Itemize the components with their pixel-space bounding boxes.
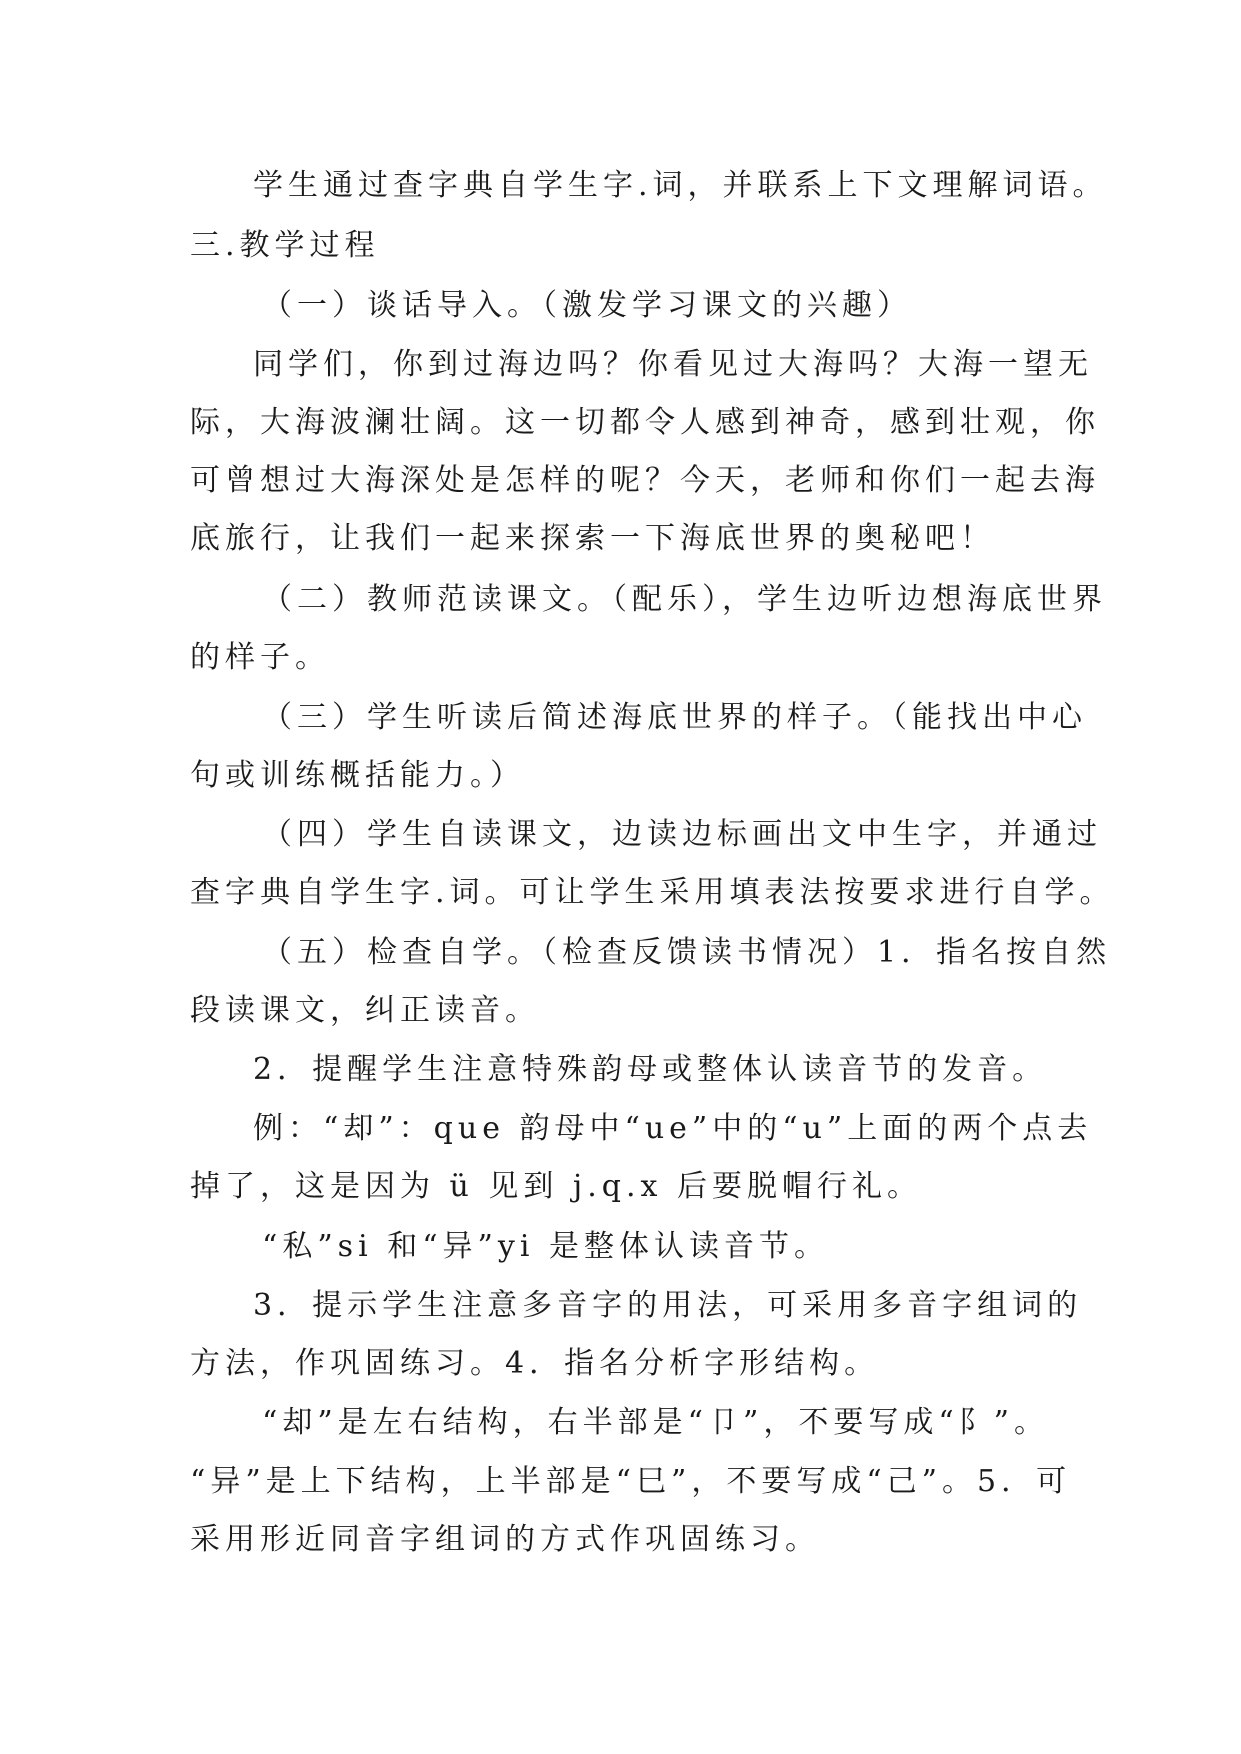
paragraph-line-21: 方法，作巩固练习。4．指名分析字形结构。 (190, 1346, 880, 1381)
subheading-4: （四）学生自读课文，边读边标画出文中生字，并通过 (262, 817, 1102, 852)
paragraph-line-6: 可曾想过大海深处是怎样的呢？今天，老师和你们一起去海 (190, 463, 1100, 498)
paragraph-line-15: 段读课文，纠正读音。 (190, 993, 540, 1028)
section-heading: 三.教学过程 (190, 228, 380, 263)
paragraph-line-13: 查字典自学生字.词。可让学生采用填表法按要求进行自学。 (190, 875, 1115, 910)
paragraph-line-5: 际，大海波澜壮阔。这一切都令人感到神奇，感到壮观，你 (190, 405, 1100, 440)
paragraph-line-22: “却”是左右结构，右半部是“卩”，不要写成“阝”。 (262, 1405, 1050, 1440)
paragraph-line-18: 掉了，这是因为 ü 见到 j.q.x 后要脱帽行礼。 (190, 1169, 922, 1204)
subheading-5: （五）检查自学。（检查反馈读书情况）1．指名按自然 (262, 935, 1112, 970)
paragraph-line-24: 采用形近同音字组词的方式作巩固练习。 (190, 1522, 820, 1557)
paragraph-line-4: 同学们，你到过海边吗？你看见过大海吗？大海一望无 (253, 347, 1093, 382)
paragraph-line-19: “私”si 和“异”yi 是整体认读音节。 (262, 1229, 829, 1264)
paragraph-line-1: 学生通过查字典自学生字.词，并联系上下文理解词语。 (253, 168, 1108, 203)
paragraph-line-7: 底旅行，让我们一起来探索一下海底世界的奥秘吧！ (190, 521, 995, 556)
subheading-3: （三）学生听读后简述海底世界的样子。（能找出中心 (262, 700, 1087, 735)
paragraph-line-20: 3．提示学生注意多音字的用法，可采用多音字组词的 (253, 1288, 1083, 1323)
paragraph-line-9: 的样子。 (190, 640, 330, 675)
paragraph-line-11: 句或训练概括能力。） (190, 758, 525, 793)
subheading-2: （二）教师范读课文。（配乐），学生边听边想海底世界 (262, 582, 1107, 617)
paragraph-line-23: “异”是上下结构，上半部是“巳”，不要写成“己”。5．可 (190, 1464, 1072, 1499)
paragraph-line-17: 例：“却”：que 韵母中“ue”中的“u”上面的两个点去 (253, 1111, 1093, 1146)
paragraph-line-16: 2．提醒学生注意特殊韵母或整体认读音节的发音。 (253, 1052, 1048, 1087)
subheading-1: （一）谈话导入。（激发学习课文的兴趣） (262, 288, 912, 323)
